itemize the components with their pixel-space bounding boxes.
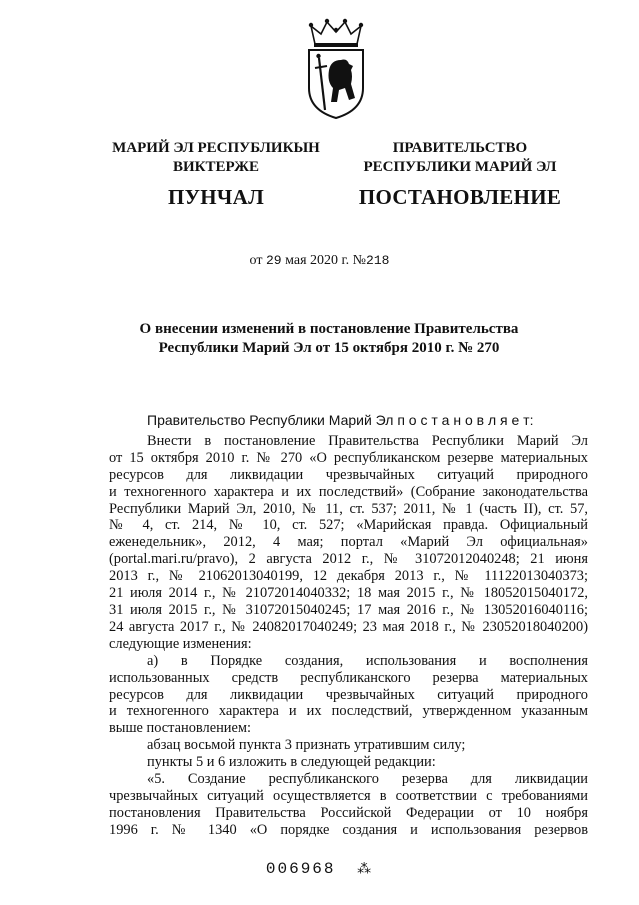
- body-line: Внести в постановление Правительства Республики Марий Эл: [147, 432, 588, 449]
- body-line: ресурсов для ликвидации чрезвычайных ситуаций природного: [109, 686, 588, 703]
- body-line: еженедельник», 2012, 4 мая; портал «Марий Эл официальная»: [109, 534, 588, 551]
- header-right-line1: ПРАВИТЕЛЬСТВО: [392, 140, 528, 156]
- body-line: следующие изменения:: [109, 635, 252, 652]
- body-line: пункты 5 и 6 изложить в следующей редакции:: [147, 754, 436, 771]
- body-line: 24 августа 2017 г., № 24082017040249; 23 мая 2018 г., № 23052018040200): [109, 618, 588, 635]
- document-body: [109, 412, 588, 839]
- body-line: № 4, ст. 214, № 10, ст. 527; «Марийская правда. Официальный: [109, 517, 588, 534]
- body-line: чрезвычайных ситуаций осуществляется в соответствии с требованиями: [109, 787, 588, 804]
- date-prefix: от: [249, 253, 263, 268]
- body-line: от 15 октября 2010 г. № 270 «О республиканском резерве материальных: [109, 449, 588, 466]
- footer-serial: [0, 860, 639, 878]
- header-right-line2: РЕСПУБЛИКИ МАРИЙ ЭЛ: [363, 159, 557, 175]
- body-line: 1996 г. № 1340 «О порядке создания и использования резервов: [109, 821, 588, 838]
- body-line: постановления Правительства Российской Федерации от 10 ноября: [109, 804, 588, 821]
- body-line: абзац восьмой пункта 3 признать утратившим силу;: [147, 737, 466, 754]
- preamble: Правительство Республики Марий Эл п о с т а н о в л я е т:: [147, 412, 534, 428]
- title-line1: О внесении изменений в постановление Правительства: [139, 321, 519, 337]
- date-line: [0, 253, 639, 269]
- header-left-big: ПУНЧАЛ: [167, 185, 265, 209]
- header-left-line2: ВИКТЕРЖЕ: [172, 159, 260, 175]
- body-line: и техногенного характера и их последствий» (Собрание законодательства: [109, 483, 588, 500]
- body-line: Республики Марий Эл, 2010, № 11, ст. 537; 2011, № 1 (часть II), ст. 57,: [109, 500, 588, 517]
- body-line: (portal.mari.ru/pravo), 2 августа 2012 г., № 31072012040248; 21 июня: [109, 551, 588, 568]
- body-line: использованных средств республиканского резерва материальных: [109, 669, 588, 686]
- body-line: 2013 г., № 21062013040199, 12 декабря 2013 г., № 11122013040373;: [109, 568, 588, 585]
- body-line: «5. Создание республиканского резерва для ликвидации: [147, 771, 588, 788]
- crown-icon: [309, 19, 363, 47]
- document-number: 218: [366, 253, 390, 268]
- body-line: а) в Порядке создания, использования и восполнения: [147, 652, 588, 669]
- header-right-big: ПОСТАНОВЛЕНИЕ: [358, 185, 562, 209]
- date-day: 29: [265, 253, 282, 268]
- header-left: [100, 139, 332, 209]
- shield-icon: [309, 50, 363, 118]
- body-line: выше постановлением:: [109, 720, 251, 737]
- date-month-year: мая 2020 г. №: [285, 253, 367, 268]
- header-right: [344, 139, 576, 209]
- body-line: 31 июля 2015 г., № 31072015040245; 17 мая 2016 г., № 13052016040116;: [109, 601, 588, 618]
- body-lines: [109, 433, 588, 839]
- body-line: ресурсов для ликвидации чрезвычайных ситуаций природного: [109, 466, 588, 483]
- title-line2: Республики Марий Эл от 15 октября 2010 г. № 270: [158, 340, 500, 356]
- body-line: 21 июля 2014 г., № 21072014040332; 18 мая 2015 г., № 18052015040172,: [109, 585, 588, 602]
- coat-of-arms-emblem: [303, 14, 369, 120]
- ornament-icon: ⁂: [357, 862, 374, 878]
- document-title: [90, 320, 568, 358]
- header-left-line1: МАРИЙ ЭЛ РЕСПУБЛИКЫН: [112, 140, 320, 156]
- serial-number: 006968: [265, 860, 336, 878]
- body-line: и техногенного характера и их последствий, утвержденном указанным: [109, 703, 588, 720]
